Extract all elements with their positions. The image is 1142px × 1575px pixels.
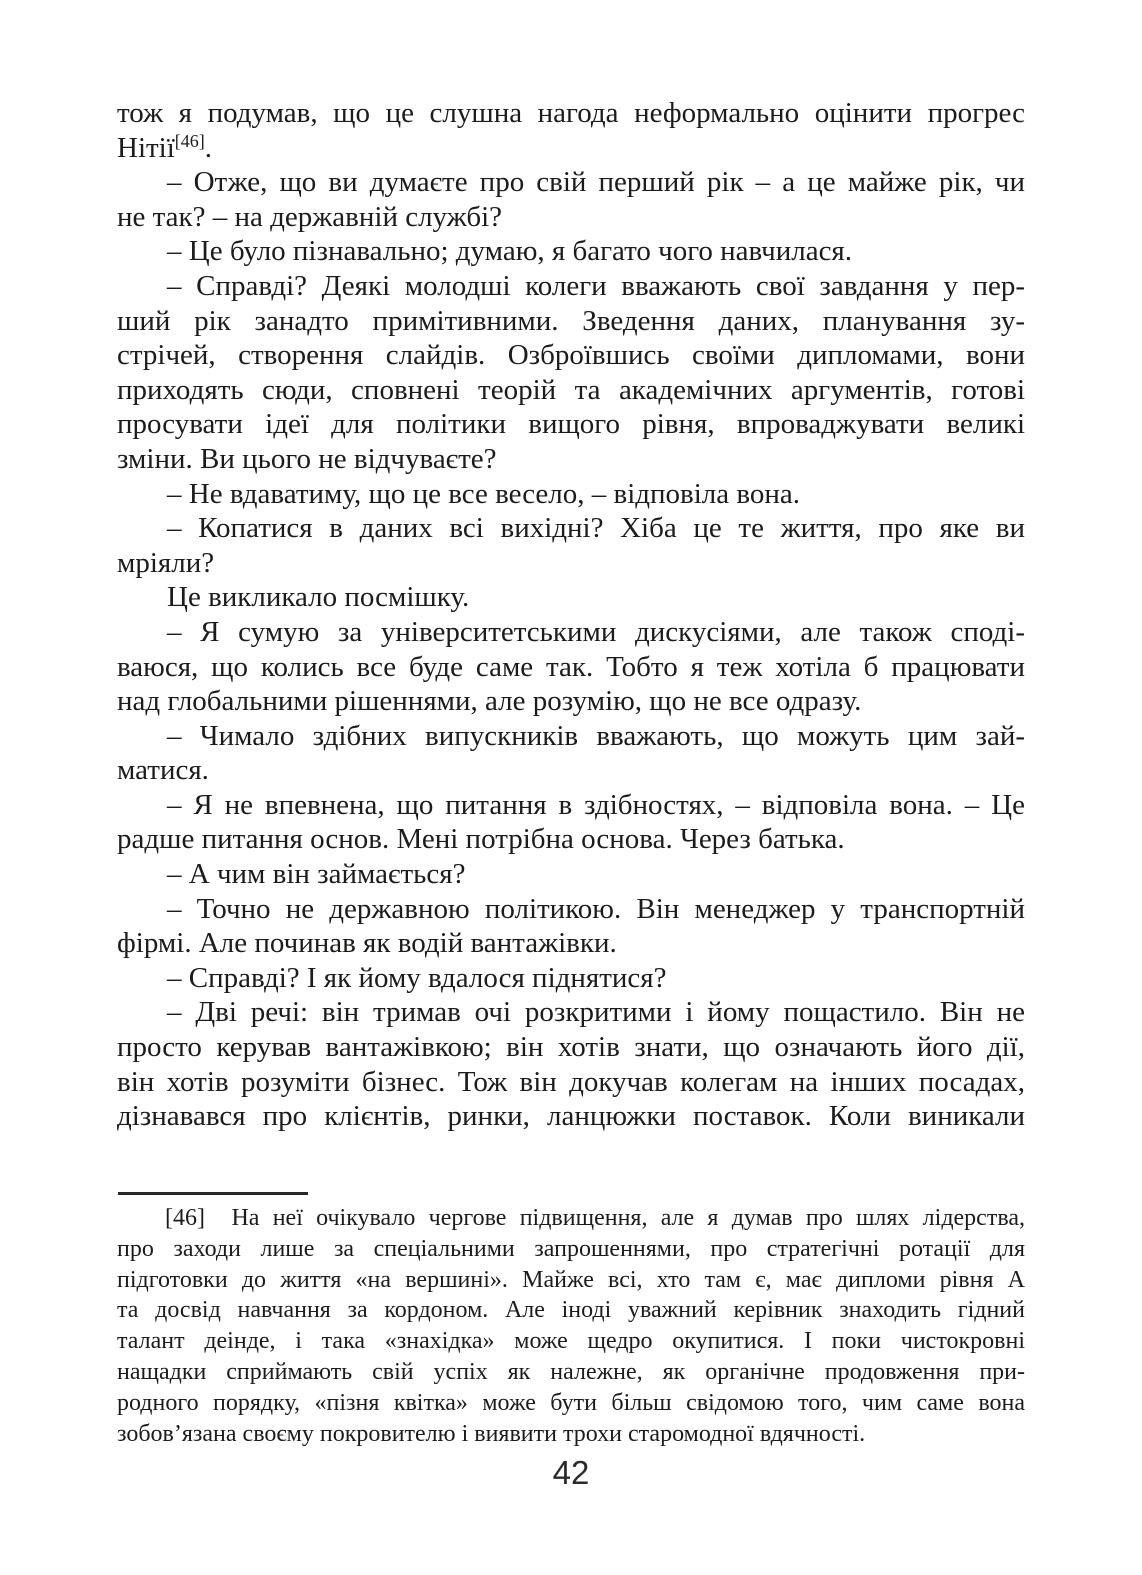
paragraph [117,857,1025,892]
body-text [117,96,1025,1134]
paragraph [117,96,1025,165]
text-line: – Дві речі: він тримав очі розкритими і йому пощастило. Він не [167,996,1025,1029]
text-line: мріяли? [117,546,215,579]
text-line: зміни. Ви цього не відчуваєте? [117,442,497,475]
text-line: ший рік занадто примітивними. Зведення даних, планування зу- [117,304,1025,337]
text-line: приходять сюди, сповнені теорій та академічних аргументів, готові [117,373,1025,406]
footnote-separator [118,1192,308,1195]
text-line: – Це було пізнавально; думаю, я багато чого навчилася. [167,235,853,268]
text-line: – А чим він займається? [167,858,466,891]
text-line: Нітії[46]. [117,130,213,164]
paragraph [117,580,1025,615]
paragraph [117,961,1025,996]
text-line: – Копатися в даних всі вихідні? Хіба це те життя, про яке ви [167,512,1025,545]
text-line: – Чимало здібних випускників вважають, що можуть цим зай- [167,719,1025,752]
text-line: Це викликало посмішку. [167,581,470,614]
text-line: – Я сумую за університетськими дискусіями, але також споді- [167,615,1025,648]
text-line: підготовки до життя «на вершині». Майже всі, хто там є, має дипломи рівня А [117,1266,1025,1293]
page-number: 42 [552,1454,590,1491]
text-line: тож я подумав, що це слушна нагода неформально оцінити прогрес [117,97,1025,129]
text-line: – Справді? Деякі молодші колеги вважають свої завдання у пер- [167,269,1025,302]
text-line: матися. [117,754,209,787]
text-line: просто керував вантажівкою; він хотів знати, що означають його дії, [117,1031,1025,1064]
text-line: нащадки сприймають свій успіх як належне, як органічне продовження при- [117,1358,1025,1385]
text-line: – Справді? І як йому вдалося піднятися? [167,961,667,994]
paragraph [117,477,1025,512]
footnote-ref: [46] [174,130,205,151]
paragraph [117,511,1025,580]
text-line: та досвід навчання за кордоном. Але іноді уважний керівник знаходить гідний [117,1297,1025,1324]
paragraph [117,165,1025,234]
text-line: стрічей, створення слайдів. Озброївшись своїми дипломами, вони [117,339,1025,372]
text-line: він хотів розуміти бізнес. Тож він докучав колегам на інших посадах, [117,1065,1025,1098]
text-line: радше питання основ. Мені потрібна основа. Через батька. [117,823,845,856]
text-line: зобов’язана своєму покровителю і виявити трохи старомодної вдячності. [117,1420,866,1447]
text-line: просувати ідеї для політики вищого рівня, впроваджувати великі [117,408,1025,441]
paragraph [117,269,1025,477]
text-line: дізнавався про клієнтів, ринки, ланцюжки поставок. Коли виникали [117,1100,1025,1133]
text-line: – Я не впевнена, що питання в здібностях, – відповіла вона. – Це [167,788,1025,821]
text-line: [46] На неї очікувало чергове підвищення, але я думав про шлях лідерства, [165,1205,1025,1231]
text-line: про заходи лише за спеціальними запрошеннями, про стратегічні ротації для [117,1235,1025,1262]
paragraph [117,615,1025,719]
paragraph [117,234,1025,269]
text-line: ваюся, що колись все буде саме так. Тобто я теж хотіла б працювати [117,650,1025,683]
text-line: талант деінде, і така «знахідка» може щедро окупитися. І поки чистокровні [117,1328,1025,1355]
paragraph [117,1203,1025,1449]
text-line: не так? – на державній службі? [117,200,503,233]
text-line: – Отже, що ви думаєте про свій перший рік – а це майже рік, чи [167,166,1025,199]
paragraph [117,788,1025,857]
paragraph [117,995,1025,1133]
paragraph [117,719,1025,788]
paragraph [117,892,1025,961]
footnote [117,1203,1025,1449]
text-line: – Точно не державною політикою. Він менеджер у транспортній [167,892,1025,925]
text-line: родного порядку, «пізня квітка» може бути більш свідомою того, чим саме вона [117,1389,1025,1416]
text-line: фірмі. Але починав як водій вантажівки. [117,927,617,960]
text-line: над глобальними рішеннями, але розумію, що не все одразу. [117,685,862,718]
text-line: – Не вдаватиму, що це все весело, – відповіла вона. [167,477,801,510]
